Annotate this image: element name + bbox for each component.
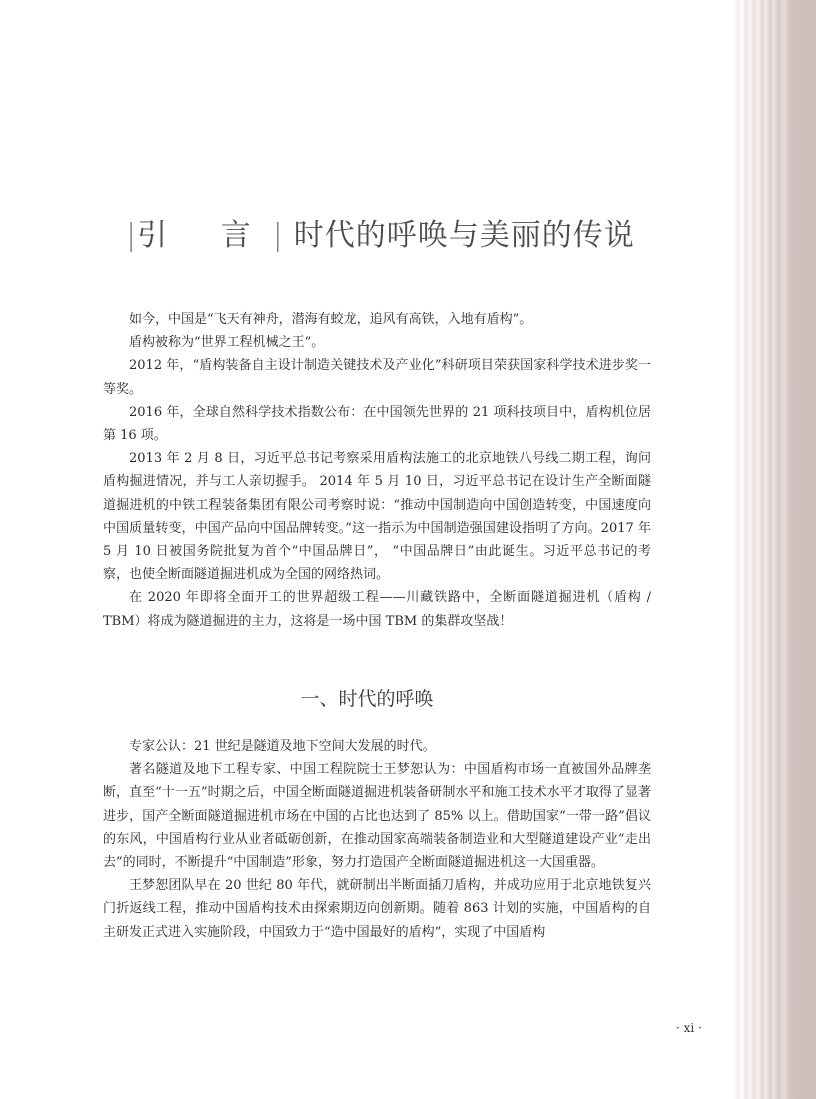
paragraph: 2012 年，“盾构装备自主设计制造关键技术及产业化”科研项目荣获国家科学技术进步奖一等奖。 [103, 358, 651, 397]
paragraph: 在 2020 年即将全面开工的世界超级工程——川藏铁路中，全断面隧道掘进机（盾构 / TBM）将成为隧道掘进的主力，这将是一场中国 TBM 的集群攻坚战！ [103, 590, 651, 629]
title-bar-left: | [126, 218, 138, 253]
paragraph: 盾构被称为“世界工程机械之王”。 [129, 335, 325, 351]
chapter-main-title: 时代的呼唤与美丽的传说 [293, 218, 635, 253]
chapter-label: 引 言 [137, 218, 273, 253]
paragraph: 专家公认：21 世纪是隧道及地下空间大发展的时代。 [129, 739, 436, 754]
section-heading: 一、时代的呼唤 [300, 688, 434, 710]
intro-text-block [103, 308, 651, 633]
title-bar-right: | [272, 218, 284, 253]
section-text-block [103, 735, 651, 944]
paragraph: 2013 年 2 月 8 日，习近平总书记考察采用盾构法施工的北京地铁八号线二期工程，询问盾构掘进情况，并与工人亲切握手。 2014 年 5 月 10 日，习近平总书记在设计生产全断面隧道掘进机的中铁工程装备集团有限公司考察时说：“推动中国制造向中国创造转变，中国速度向中国质量转变，中国产品向中国品牌转变。”这一指示为中国制造强国建设指明了方向。2017 年 5 月 10 日被国务院批复为首个“中国品牌日”， “中国品牌日”由此诞生。习近平总书记的考察，也使全断面隧道掘进机成为全国的网络热词。 [103, 451, 651, 583]
paragraph: 如今，中国是“飞天有神舟，潜海有蛟龙，追风有高铁，入地有盾构”。 [129, 312, 533, 327]
paragraph: 2016 年，全球自然科学技术指数公布：在中国领先世界的 21 项科技项目中，盾构机位居第 16 项。 [103, 404, 651, 444]
chapter-title [126, 210, 666, 254]
paragraph: 王梦恕团队早在 20 世纪 80 年代，就研制出半断面插刀盾构，并成功应用于北京地铁复兴门折返线工程，推动中国盾构技术由探索期迈向创新期。随着 863 计划的实施，中国盾构的自主研发正式进入实施阶段，中国致力于“造中国最好的盾构”，实现了中国盾构 [103, 878, 651, 940]
page-number: · xi · [676, 1021, 702, 1035]
page-edge-stack [734, 0, 816, 1099]
paragraph: 著名隧道及地下工程专家、中国工程院院士王梦恕认为：中国盾构市场一直被国外品牌垄断，直至“十一五”时期之后，中国全断面隧道掘进机装备研制水平和施工技术水平才取得了显著进步，国产全断面隧道掘进机市场在中国的占比也达到了 85% 以上。借助国家“一带一路”倡议的东风，中国盾构行业从业者砥砺创新，在推动国家高端装备制造业和大型隧道建设产业“走出去”的同时，不断提升“中国制造”形象，努力打造国产全断面隧道掘进机这一大国重器。 [103, 762, 651, 871]
